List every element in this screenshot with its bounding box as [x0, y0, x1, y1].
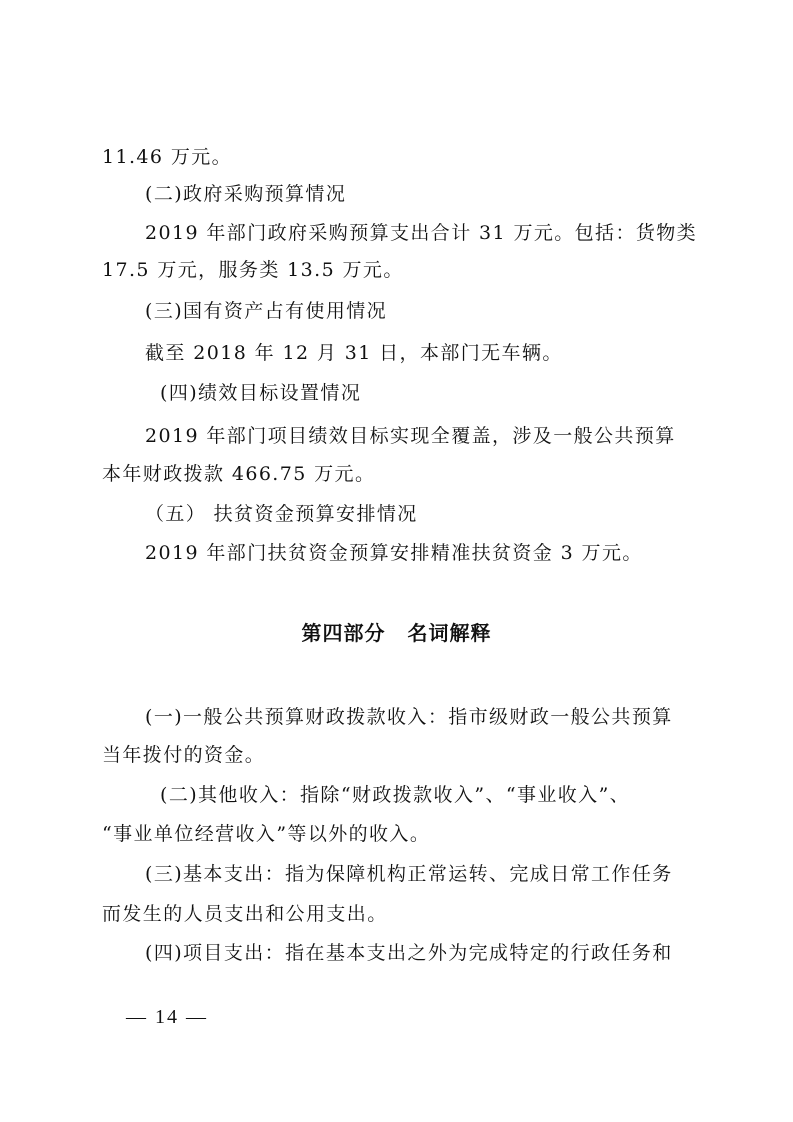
part-heading-title: 名词解释: [407, 621, 492, 645]
definition-line-1: (一)一般公共预算财政拨款收入：指市级财政一般公共预算: [145, 706, 673, 728]
body-line-performance-2: 本年财政拨款 466.75 万元。: [102, 463, 376, 485]
definition-line-4: “事业单位经营收入”等以外的收入。: [102, 823, 431, 845]
definition-line-7: (四)项目支出：指在基本支出之外为完成特定的行政任务和: [145, 942, 673, 964]
page-number: — 14 —: [126, 1006, 208, 1028]
definition-line-3: (二)其他收入：指除“财政拨款收入”、“事业收入”、: [160, 784, 631, 806]
section-heading-assets: (三)国有资产占有使用情况: [145, 300, 388, 322]
part-heading-number: 第四部分: [301, 621, 386, 645]
body-line-assets: 截至 2018 年 12 月 31 日，本部门无车辆。: [145, 342, 563, 364]
body-line-procurement-2: 17.5 万元，服务类 13.5 万元。: [102, 259, 404, 281]
section-heading-performance: (四)绩效目标设置情况: [160, 382, 362, 404]
definition-line-5: (三)基本支出：指为保障机构正常运转、完成日常工作任务: [145, 863, 673, 885]
body-line-1: 11.46 万元。: [102, 146, 233, 168]
section-heading-procurement: (二)政府采购预算情况: [145, 183, 347, 205]
body-line-procurement-1: 2019 年部门政府采购预算支出合计 31 万元。包括：货物类: [145, 222, 698, 244]
part-heading: [0, 619, 793, 647]
section-heading-poverty: （五） 扶贫资金预算安排情况: [145, 503, 418, 525]
definition-line-6: 而发生的人员支出和公用支出。: [102, 903, 388, 925]
body-line-poverty: 2019 年部门扶贫资金预算安排精准扶贫资金 3 万元。: [145, 542, 643, 564]
body-line-performance-1: 2019 年部门项目绩效目标实现全覆盖，涉及一般公共预算: [145, 425, 676, 447]
definition-line-2: 当年拨付的资金。: [102, 744, 266, 766]
